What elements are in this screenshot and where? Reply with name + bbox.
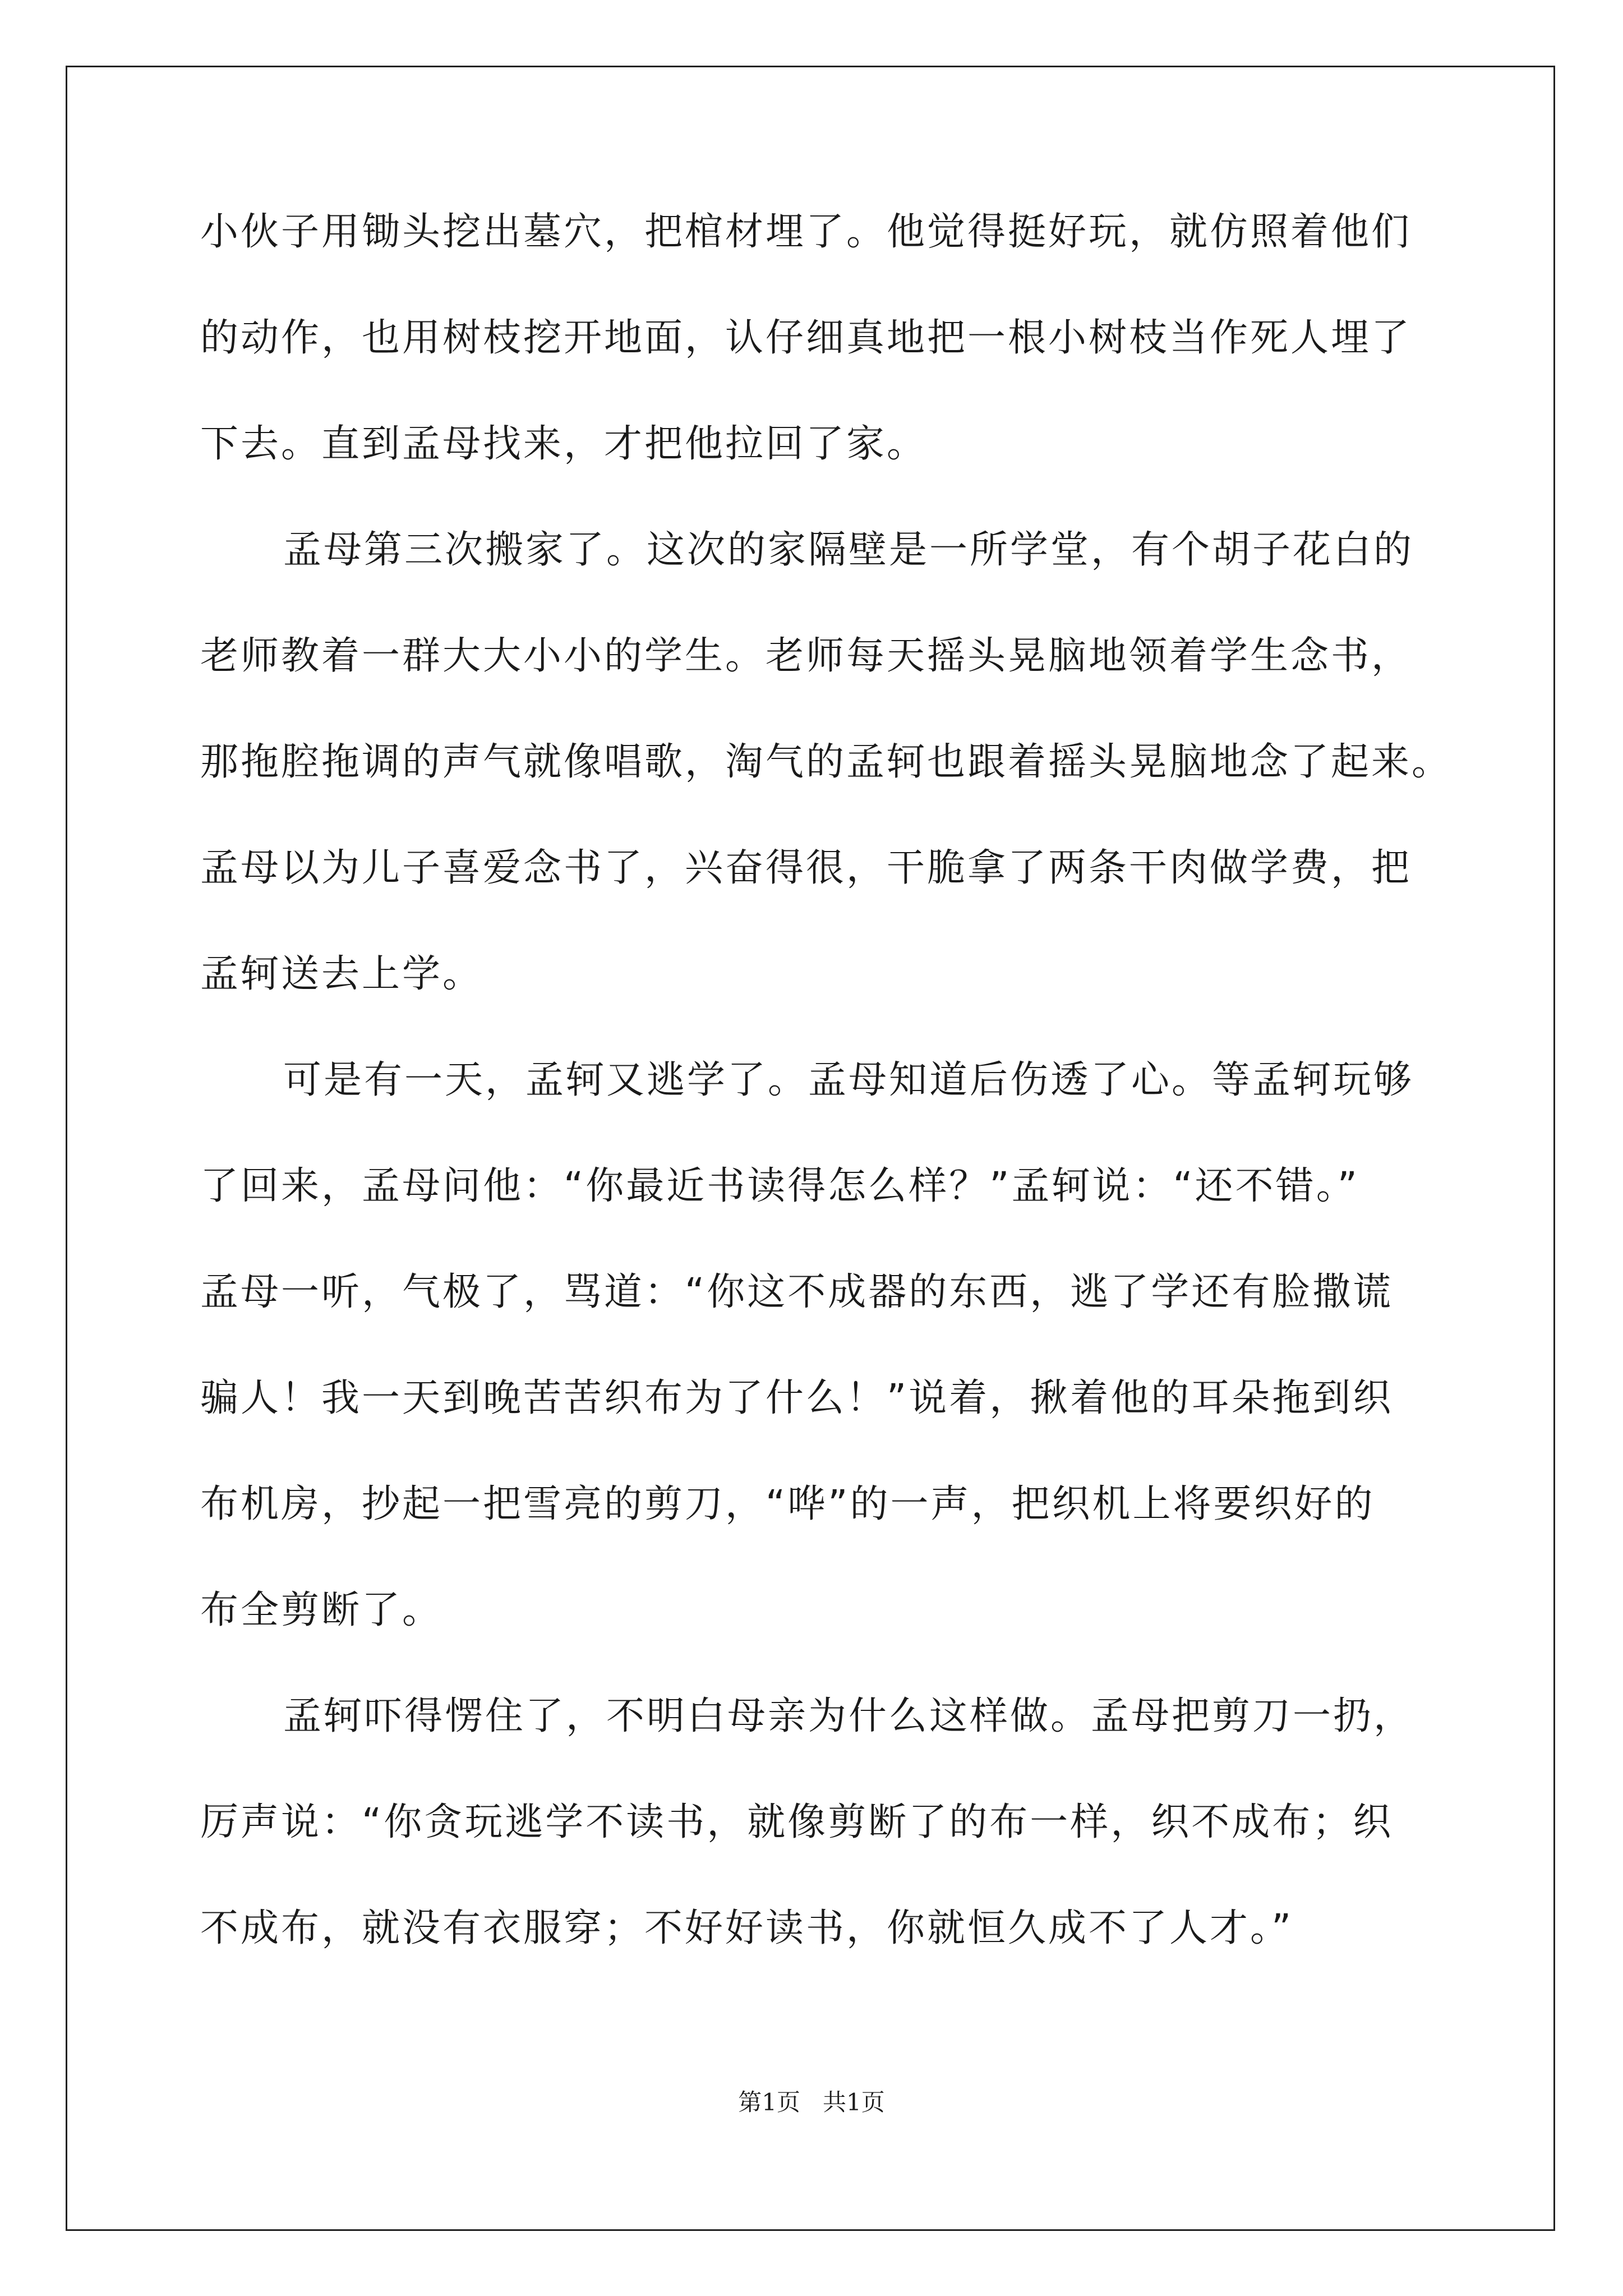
text-line: 布机房，抄起一把雪亮的剪刀，“哗”的一声，把织机上将要织好的 [200, 1482, 1375, 1526]
page-number-footer: 第1页 共1页 [738, 2088, 885, 2116]
text-line: 老师教着一群大大小小的学生。老师每天摇头晃脑地领着学生念书， [200, 634, 1412, 678]
text-line: 下去。直到孟母找来，才把他拉回了家。 [200, 422, 928, 466]
text-line: 的动作，也用树枝挖开地面，认仔细真地把一根小树枝当作死人埋了 [200, 316, 1412, 360]
paragraph-start-line: 可是有一天，孟轲又逃学了。孟母知道后伤透了心。等孟轲玩够 [283, 1058, 1414, 1102]
paragraph-start-line: 孟母第三次搬家了。这次的家隔壁是一所学堂，有个胡子花白的 [283, 528, 1414, 572]
text-line: 孟轲送去上学。 [200, 952, 483, 996]
text-line: 骗人！我一天到晚苦苦织布为了什么！”说着，揪着他的耳朵拖到织 [200, 1376, 1394, 1420]
text-line: 布全剪断了。 [200, 1588, 443, 1632]
text-line: 小伙子用锄头挖出墓穴，把棺材埋了。他觉得挺好玩，就仿照着他们 [200, 210, 1412, 254]
text-line: 厉声说：“你贪玩逃学不读书，就像剪断了的布一样，织不成布；织 [200, 1800, 1394, 1844]
text-line: 不成布，就没有衣服穿；不好好读书，你就恒久成不了人才。” [200, 1906, 1294, 1950]
text-line: 那拖腔拖调的声气就像唱歌，淘气的孟轲也跟着摇头晃脑地念了起来。 [200, 740, 1453, 784]
document-body [200, 210, 1456, 2016]
paragraph-start-line: 孟轲吓得愣住了，不明白母亲为什么这样做。孟母把剪刀一扔， [283, 1694, 1414, 1738]
text-line: 了回来，孟母问他：“你最近书读得怎么样？”孟轲说：“还不错。” [200, 1164, 1359, 1208]
text-line: 孟母一听，气极了，骂道：“你这不成器的东西，逃了学还有脸撒谎 [200, 1270, 1394, 1314]
text-line: 孟母以为儿子喜爱念书了，兴奋得很，干脆拿了两条干肉做学费，把 [200, 846, 1412, 890]
